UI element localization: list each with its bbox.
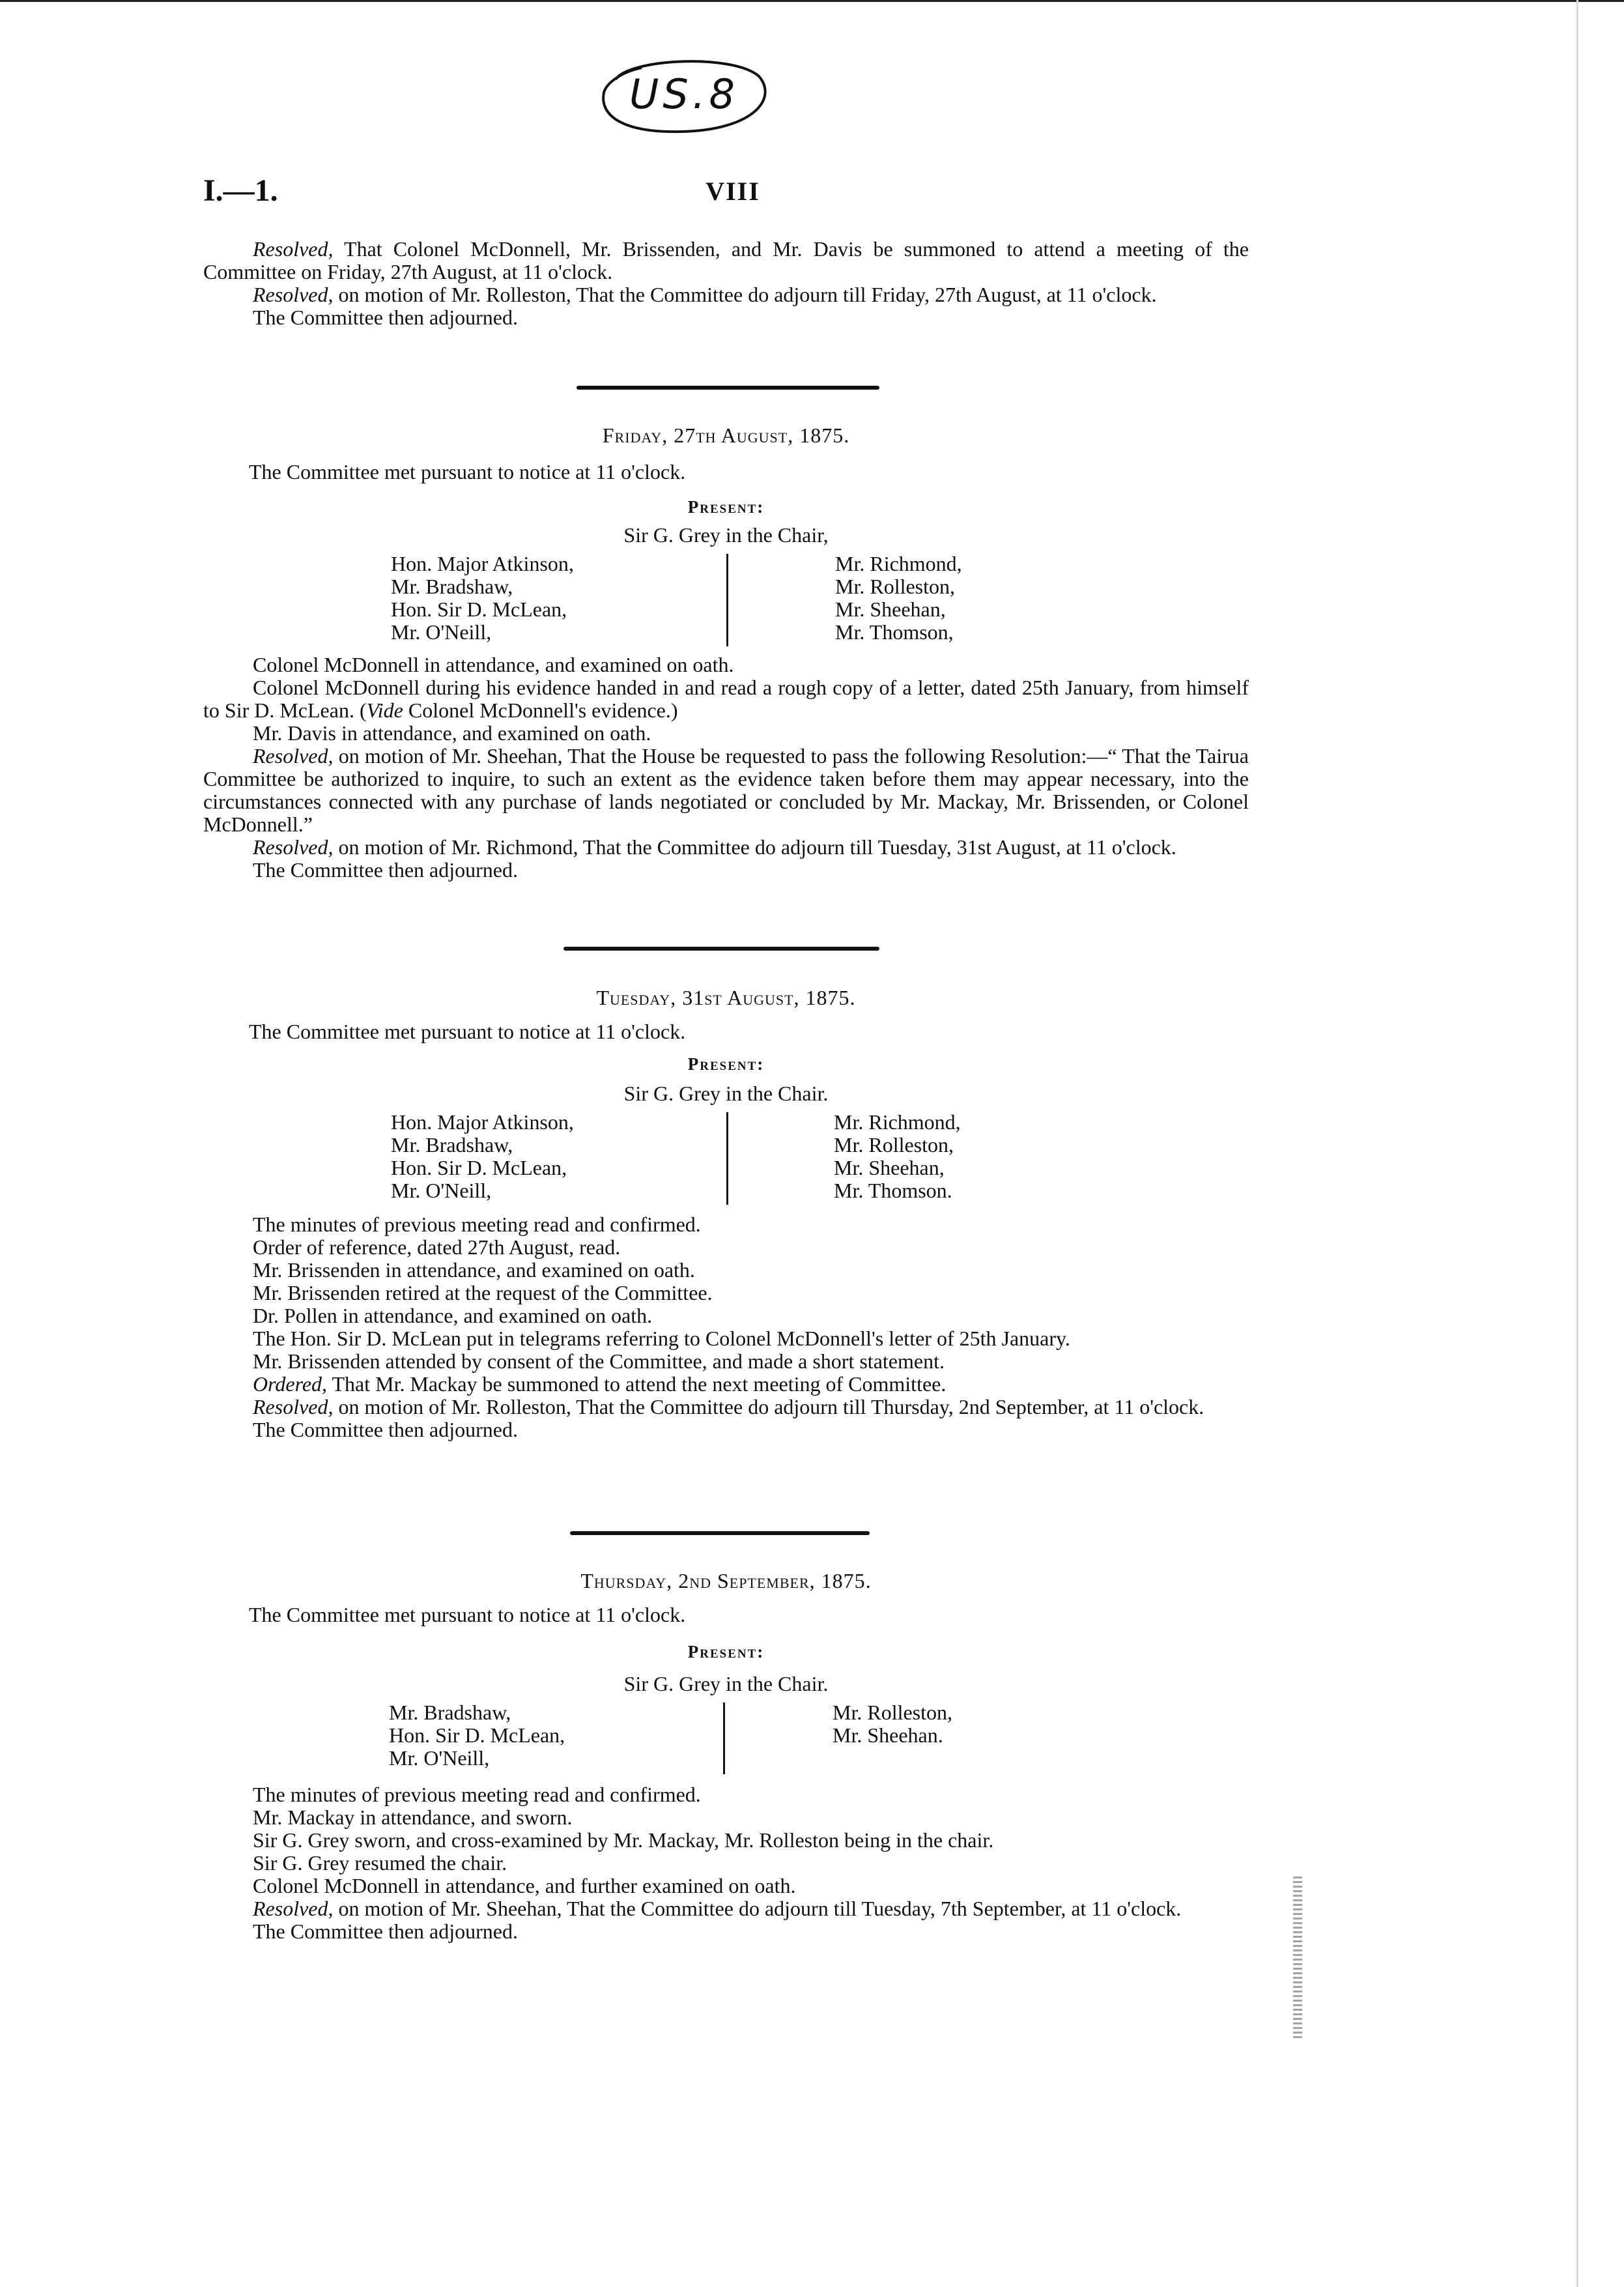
member-name: Mr. Rolleston, — [835, 575, 956, 598]
chair-line: Sir G. Grey in the Chair. — [623, 1672, 829, 1695]
opening-section — [203, 238, 1249, 329]
minute-line: Colonel McDonnell in attendance, and further examined on oath. — [253, 1874, 796, 1897]
member-name: Hon. Sir D. McLean, — [389, 1723, 565, 1747]
members-right-column — [835, 553, 962, 644]
resolution-text: on motion of Mr. Richmond, That the Committee do adjourn till Tuesday, 31st August, at 11 o'clock. — [338, 835, 1176, 859]
member-name: Hon. Sir D. McLean, — [391, 1156, 567, 1179]
meeting-minutes — [203, 1213, 1249, 1441]
chair-line: Sir G. Grey in the Chair, — [623, 523, 829, 547]
present-heading: Present: — [687, 1642, 765, 1661]
minute-line: Mr. Mackay in attendance, and sworn. — [253, 1805, 573, 1829]
member-name: Mr. O'Neill, — [391, 1179, 492, 1202]
minute-line: Dr. Pollen in attendance, and examined on oath. — [253, 1304, 653, 1327]
scan-speckle — [1293, 1877, 1302, 2039]
minute-line: The minutes of previous meeting read and confirmed. — [253, 1213, 701, 1236]
section-divider — [563, 947, 879, 951]
resolution-paragraph — [203, 1396, 1249, 1418]
member-column-divider — [723, 1703, 725, 1774]
minute-line — [203, 676, 1249, 722]
members-left-column — [391, 553, 574, 644]
resolution-paragraph — [203, 283, 1249, 306]
vide-label: Vide — [366, 698, 403, 722]
member-name: Mr. Sheehan, — [835, 597, 946, 621]
member-name: Mr. Rolleston, — [833, 1701, 953, 1724]
adjourned-line: The Committee then adjourned. — [253, 306, 518, 329]
handwritten-ref-text: US.8 — [629, 70, 739, 118]
resolved-label: Resolved, — [253, 1897, 334, 1920]
adjourned-line: The Committee then adjourned. — [253, 1418, 518, 1441]
section-divider — [570, 1531, 870, 1535]
order-text: That Mr. Mackay be summoned to attend the next meeting of Committee. — [332, 1372, 947, 1396]
member-name: Mr. Rolleston, — [834, 1133, 954, 1157]
resolution-paragraph — [203, 836, 1249, 859]
meeting-date: Friday, 27th August, 1875. — [602, 424, 850, 447]
scan-right-edge — [1576, 0, 1578, 2287]
member-name: Mr. Sheehan, — [834, 1156, 945, 1179]
resolution-paragraph — [203, 1897, 1249, 1920]
met-text: The Committee met pursuant to notice at 11 o'clock. — [249, 1603, 686, 1626]
minute-line: Mr. Brissenden retired at the request of the Committee. — [253, 1281, 713, 1304]
member-name: Mr. Bradshaw, — [389, 1701, 511, 1724]
minute-line: Sir G. Grey sworn, and cross-examined by Mr. Mackay, Mr. Rolleston being in the chair. — [253, 1828, 994, 1852]
handwritten-reference — [596, 53, 772, 135]
meeting-minutes — [203, 654, 1249, 882]
resolved-label: Resolved, — [253, 1395, 334, 1418]
member-name: Mr. Richmond, — [835, 552, 962, 575]
present-heading: Present: — [687, 497, 765, 517]
minute-line: The Hon. Sir D. McLean put in telegrams referring to Colonel McDonnell's letter of 25th January. — [253, 1327, 1070, 1350]
met-text: The Committee met pursuant to notice at 11 o'clock. — [249, 460, 686, 483]
resolution-text: on motion of Mr. Sheehan, That the House be requested to pass the following Resolution:—“ That the Tairua Committee be authorized to inquire, to such an extent as the evidence taken before them may appear necessary, into the circumstances connected with any purchase of lands negotiated or concluded by Mr. Mackay, Mr. Brissenden, or Colonel McDonnell.” — [203, 744, 1249, 836]
resolution-text: on motion of Mr. Sheehan, That the Committee do adjourn till Tuesday, 7th September, at 11 o'clock. — [338, 1897, 1182, 1920]
member-name: Mr. Sheehan. — [833, 1723, 943, 1747]
member-name: Hon. Sir D. McLean, — [391, 597, 567, 621]
resolved-label: Resolved, — [253, 237, 334, 261]
meeting-date: Tuesday, 31st August, 1875. — [596, 986, 856, 1009]
chair-line: Sir G. Grey in the Chair. — [623, 1082, 829, 1105]
met-line — [249, 461, 1249, 483]
meeting-minutes — [203, 1783, 1249, 1943]
adjourned-line: The Committee then adjourned. — [253, 858, 518, 882]
section-divider — [577, 386, 879, 390]
resolution-text: on motion of Mr. Rolleston, That the Committee do adjourn till Thursday, 2nd September, at 11 o'clock. — [338, 1395, 1204, 1418]
members-left-column — [391, 1111, 574, 1202]
page-number: VIII — [705, 177, 760, 206]
present-heading: Present: — [687, 1054, 765, 1074]
order-paragraph — [203, 1373, 1249, 1396]
met-line — [249, 1020, 1249, 1043]
met-line — [249, 1604, 1249, 1626]
adjourned-line: The Committee then adjourned. — [253, 1920, 518, 1943]
minute-text: Colonel McDonnell's evidence.) — [403, 698, 678, 722]
members-right-column — [833, 1701, 952, 1747]
minute-text: Colonel McDonnell during his evidence handed in and read a rough copy of a letter, dated 25th January, from himself to Sir D. McLean. ( — [203, 676, 1249, 722]
member-name: Hon. Major Atkinson, — [391, 552, 574, 575]
resolved-label: Resolved, — [253, 744, 334, 768]
minute-line: Colonel McDonnell in attendance, and examined on oath. — [253, 653, 734, 676]
met-text: The Committee met pursuant to notice at 11 o'clock. — [249, 1020, 686, 1043]
members-right-column — [834, 1111, 961, 1202]
resolved-label: Resolved, — [253, 835, 334, 859]
members-left-column — [389, 1701, 565, 1770]
minute-line: Mr. Davis in attendance, and examined on oath. — [253, 721, 651, 745]
member-name: Mr. Thomson. — [834, 1179, 952, 1202]
resolved-label: Resolved, — [253, 283, 334, 306]
member-name: Mr. Bradshaw, — [391, 575, 513, 598]
page-ref: I.—1. — [203, 173, 278, 208]
meeting-date: Thursday, 2nd September, 1875. — [580, 1569, 872, 1592]
minute-line: Mr. Brissenden attended by consent of the Committee, and made a short statement. — [253, 1349, 945, 1373]
ordered-label: Ordered, — [253, 1372, 328, 1396]
member-name: Mr. O'Neill, — [391, 620, 492, 644]
resolution-text: on motion of Mr. Rolleston, That the Committee do adjourn till Friday, 27th August, at 11 o'clock. — [338, 283, 1157, 306]
member-name: Mr. O'Neill, — [389, 1746, 490, 1770]
member-column-divider — [726, 554, 728, 646]
member-name: Hon. Major Atkinson, — [391, 1110, 574, 1134]
member-name: Mr. Bradshaw, — [391, 1133, 513, 1157]
member-name: Mr. Thomson, — [835, 620, 954, 644]
minute-line: Order of reference, dated 27th August, read. — [253, 1235, 621, 1259]
minute-line: The minutes of previous meeting read and confirmed. — [253, 1783, 701, 1806]
scan-top-edge — [0, 0, 1624, 2]
minute-line: Sir G. Grey resumed the chair. — [253, 1851, 507, 1875]
resolution-paragraph — [203, 745, 1249, 836]
member-name: Mr. Richmond, — [834, 1110, 961, 1134]
minute-line: Mr. Brissenden in attendance, and examined on oath. — [253, 1258, 695, 1282]
member-column-divider — [726, 1112, 728, 1205]
resolution-text: That Colonel McDonnell, Mr. Brissenden, and Mr. Davis be summoned to attend a meeting of the Committee on Friday, 27th August, at 11 o'clock. — [203, 237, 1249, 283]
resolution-paragraph — [203, 238, 1249, 283]
